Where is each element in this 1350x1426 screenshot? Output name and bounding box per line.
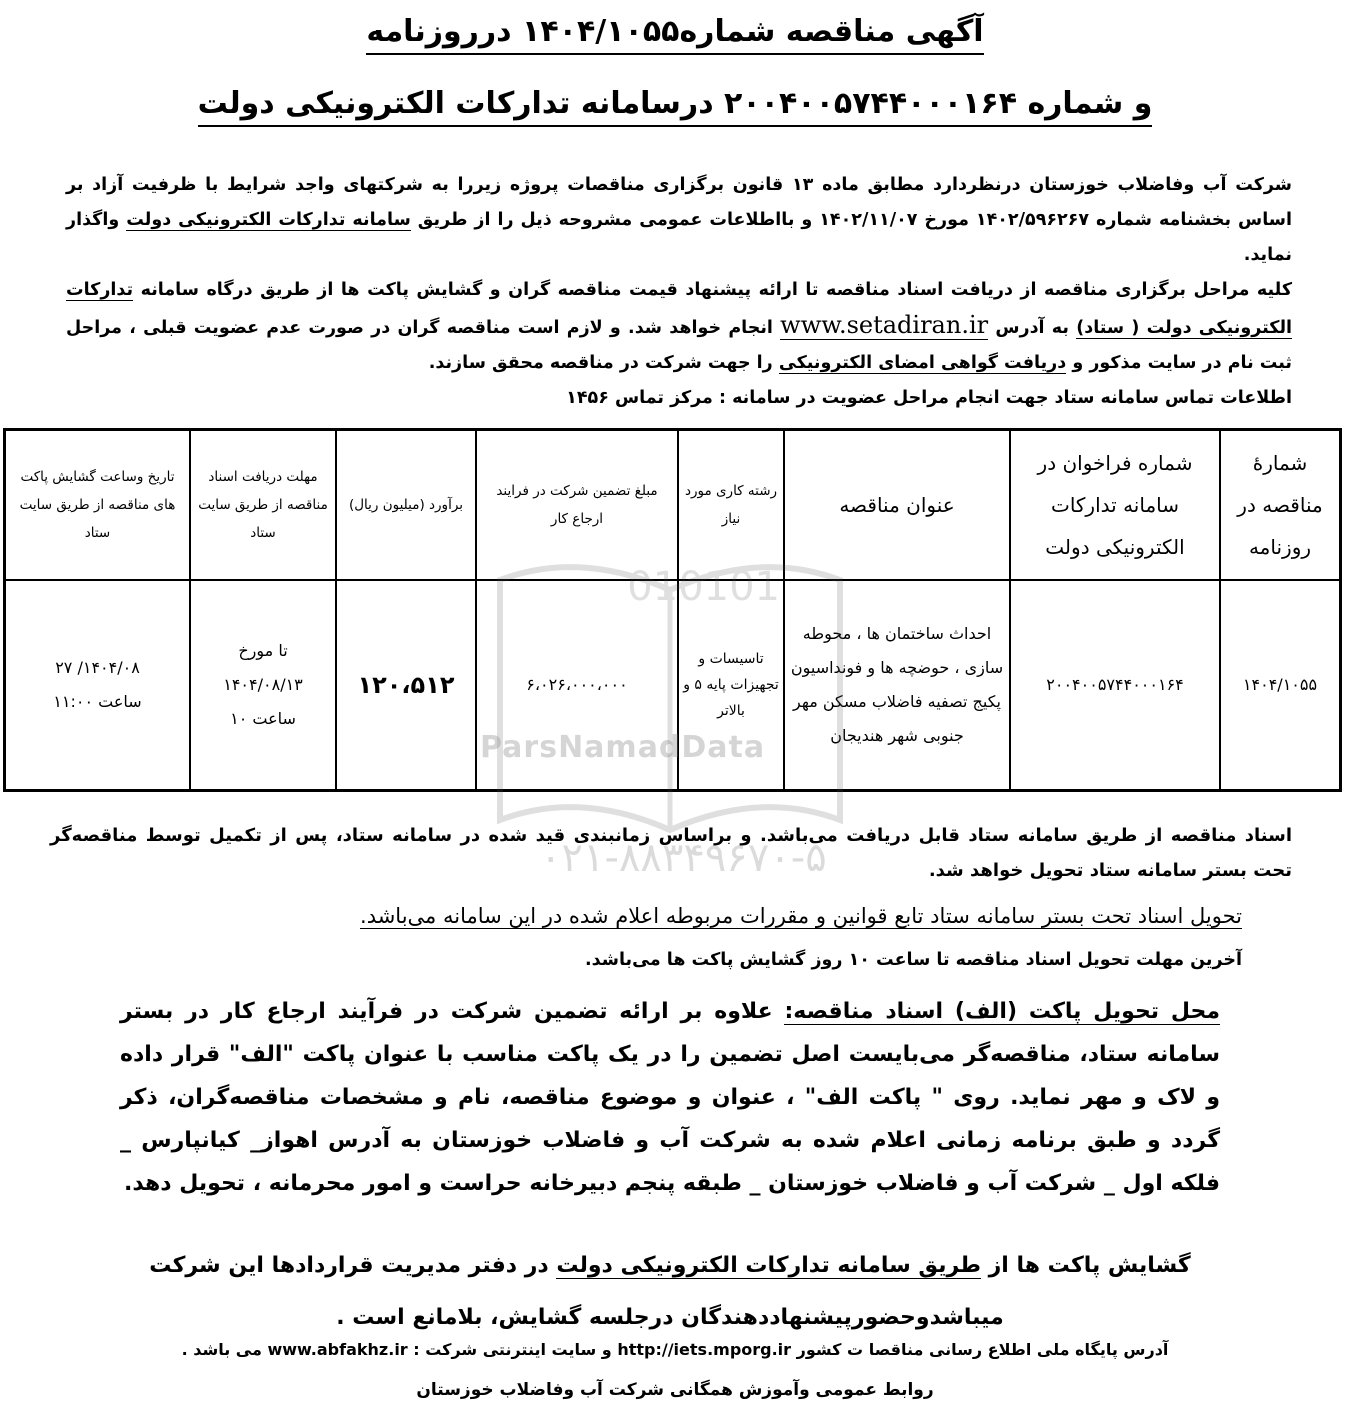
websites-text-a: آدرس پایگاه ملی اطلاع رسانی مناقصا ت کشور: [796, 1340, 1169, 1359]
header-call-no: شماره فراخوان در سامانه تدارکات الکترونیکی دولت: [1010, 430, 1220, 581]
watermark-phone: ۰۲۱-۸۸۳۴۹۶۷۰-۵: [540, 835, 827, 881]
e-signature-underlined: دریافت گواهی امضای الکترونیکی: [778, 353, 1067, 373]
header-deadline: مهلت دریافت اسناد مناقصه از طریق سایت ستاد: [190, 430, 336, 581]
cell-title: احداث ساختمان ها ، محوطه سازی ، حوضچه ها و فونداسیون پکیج تصفیه فاضلاب مسکن مهر جنوبی شهر هندیجان: [784, 580, 1010, 791]
signature-line: روابط عمومی وآموزش همگانی شرکت آب وفاضلاب خوزستان: [416, 1380, 934, 1400]
deadline-time: ساعت ۱۰: [230, 709, 296, 728]
watermark-brand: ParsNamadData: [480, 730, 766, 765]
contact-info: اطلاعات تماس سامانه ستاد جهت انجام مراحل عضویت در سامانه : مرکز تماس ۱۴۵۶: [566, 388, 1292, 408]
cell-call-no: ۲۰۰۴۰۰۵۷۴۴۰۰۰۱۶۴: [1010, 580, 1220, 791]
websites-paragraph: [150, 1334, 1200, 1366]
table-header-row: [5, 430, 1341, 581]
cell-opening: [5, 580, 191, 791]
title-line-1: آگهی مناقصه شماره۱۴۰۴/۱۰۵۵ درروزنامه: [0, 14, 1350, 49]
intro-sentence-2: کلیه مراحل برگزاری مناقصه از دریافت اسناد مناقصه تا ارائه پیشنهاد قیمت مناقصه گران و گشایش پاکت ها از طریق درگاه سامانه: [140, 280, 1293, 300]
deadline-label: تا مورخ: [238, 641, 288, 660]
opening-text-underlined: طریق سامانه تدارکات الکترونیکی دولت: [556, 1253, 981, 1278]
cell-estimate: ۱۲۰،۵۱۲: [336, 580, 476, 791]
setad-system-underlined: سامانه تدارکات الکترونیکی دولت: [126, 210, 411, 230]
delivery-rules-text: تحویل اسناد تحت بستر سامانه ستاد تابع قوانین و مقررات مربوطه اعلام شده در این سامانه می‌باشد.: [360, 904, 1242, 928]
intro-paragraph: [66, 168, 1292, 416]
setad-name-underlined: تدارکات الکترونیکی دولت ( ستاد): [66, 280, 1293, 338]
opening-text-b: در دفتر مدیریت قراردادها این شرکت میباشدوحضورپیشنهاددهندگان درجلسه گشایش، بلامانع است .: [149, 1253, 1004, 1330]
header-field: رشته کاری مورد نیاز: [678, 430, 784, 581]
header-guarantee: مبلغ تضمین شرکت در فرایند ارجاع کار: [476, 430, 678, 581]
opening-paragraph: [120, 1240, 1220, 1344]
envelope-heading: محل تحویل پاکت (الف) اسناد مناقصه:: [784, 999, 1220, 1024]
websites-text-b: و سایت اینترنتی شرکت :: [413, 1340, 612, 1359]
opening-date: ۱۴۰۴/۰۸/ ۲۷: [55, 658, 140, 677]
header-estimate: برآورد (میلیون ریال): [336, 430, 476, 581]
intro-sentence-1: شرکت آب وفاضلاب خوزستان درنظردارد مطابق ماده ۱۳ قانون برگزاری مناقصات پروژه زیررا به شرکتهای واجد شرایط با ظرفیت آزاد بر اساس بخشنامه شماره ۱۴۰۲/۵۹۶۲۶۷ مورخ ۱۴۰۲/۱۱/۰۷ و بااطلاعات عمومی مشروحه ذیل را از طریق: [66, 175, 1292, 230]
setad-url-link[interactable]: www.setadiran.ir: [780, 311, 989, 339]
cell-field: تاسیسات و تجهیزات پایه ۵ و بالاتر: [678, 580, 784, 791]
opening-time: ساعت ۱۱:۰۰: [53, 692, 142, 711]
header-newspaper-no: شمارهٔ مناقصه در روزنامه: [1220, 430, 1341, 581]
envelope-text: علاوه بر ارائه تضمین شرکت در فرآیند ارجاع کار در بستر سامانه ستاد، مناقصه‌گر می‌بایست اصل تضمین را در یک پاکت مناسب با عنوان پاکت "الف" قرار داده و لاک و مهر نماید. روی " پاکت الف" ، عنوان و موضوع مناقصه، نام و مشخصات مناقصه‌گران، ذکر گردد و طبق برنامه زمانی اعلام شده به شرکت آب و فاضلاب خوزستان به آدرس اهواز_ کیانپارس _ فلکه اول _ شرکت آب و فاضلاب خوزستان _ طبقه پنجم دبیرخانه حراست و امور محرمانه ، تحویل دهد.: [120, 999, 1220, 1196]
intro-sentence-1-end: واگذار نماید.: [66, 210, 1292, 265]
cell-guarantee: ۶،۰۲۶،۰۰۰،۰۰۰: [476, 580, 678, 791]
iets-url-link[interactable]: http://iets.mporg.ir: [617, 1340, 792, 1359]
title-line-2: و شماره ۲۰۰۴۰۰۵۷۴۴۰۰۰۱۶۴ درسامانه تدارکات الکترونیکی دولت: [0, 86, 1350, 121]
intro-address-label: به آدرس: [995, 318, 1069, 338]
header-opening: تاریخ وساعت گشایش پاکت های مناقصه از طریق سایت ستاد: [5, 430, 191, 581]
deadline-paragraph: آخرین مهلت تحویل اسناد مناقصه تا ساعت ۱۰ روز گشایش پاکت ها می‌باشد.: [585, 950, 1242, 970]
intro-sentence-2-end2: را جهت شرکت در مناقصه محقق سازند.: [428, 353, 773, 373]
watermark-digits: 010101: [627, 564, 780, 610]
cell-newspaper-no: ۱۴۰۴/۱۰۵۵: [1220, 580, 1341, 791]
websites-text-c: می باشد .: [181, 1340, 262, 1359]
deadline-date: ۱۴۰۴/۰۸/۱۳: [223, 675, 303, 694]
cell-deadline: [190, 580, 336, 791]
documents-paragraph: اسناد مناقصه از طریق سامانه ستاد قابل دریافت می‌باشد. و براساس زمانبندی قید شده در سامانه ستاد، پس از تکمیل توسط مناقصه‌گر تحت بستر سامانه ستاد تحویل خواهد شد.: [50, 825, 1292, 881]
envelope-paragraph: [120, 990, 1220, 1205]
header-title: عنوان مناقصه: [784, 430, 1010, 581]
intro-sentence-2-end: انجام خواهد شد. و لازم است مناقصه گران در صورت عدم عضویت قبلی ، مراحل ثبت نام در سایت مذکور و: [66, 318, 1292, 373]
delivery-rules-paragraph: [100, 898, 1242, 934]
opening-text-a: گشایش پاکت ها از: [988, 1253, 1191, 1278]
abfakhz-url-link[interactable]: www.abfakhz.ir: [267, 1340, 408, 1359]
